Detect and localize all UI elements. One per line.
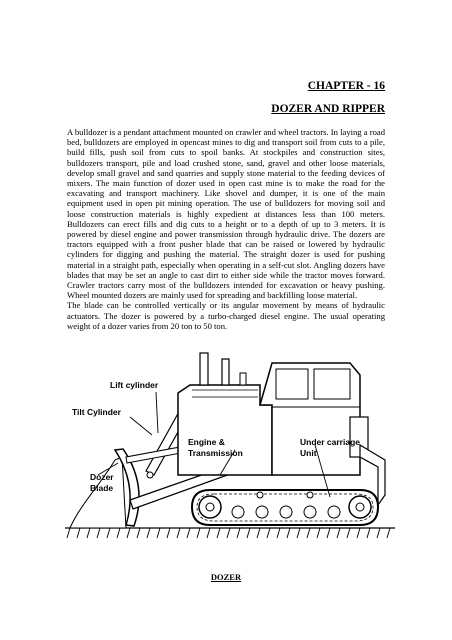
label-tilt-cylinder: Tilt Cylinder <box>72 407 121 417</box>
cab-window-rear <box>314 369 350 399</box>
body-text <box>67 127 385 331</box>
crawler-track <box>192 490 378 525</box>
paragraph-1: A bulldozer is a pendant attachment mounted on crawler and wheel tractors. In laying a road bed, bulldozers are employed in opencast mines to dig and transport soil from cuts to a pile, build fills, push soil from cuts to spoil banks. At stockpiles and construction sites, bulldozers transport, pile and load crushed stone, sand, gravel and other loose materials, develop small gravel and sand quarries and supply stone material to the feeding devices of mixers. The main function of dozer used in open cast mine is to make the road for the excavating and transport machinery. Like shovel and dumper, it is one of the main equipment used in open pit mining operation. The use of bulldozers for moving soil and loose construction materials is highly expedient at distances less than 100 meters. Bulldozers can erect fills and dig cuts to a height or to a depth of up to 3 meters. It is powered by diesel engine and power transmission through hydraulic drive. The dozers are tractors equipped with a front pusher blade that can be raised or lowered by hydraulic cylinders for digging and pushing the material. The straight dozer is used for pushing material in a straight path, especially when operating in a self-cut slot. Angling dozers have blades that may be set an angle to cast dirt to either side while the tractor moves forward. Crawler tractors carry most of the bulldozers intended for excavation or heavy pushing. Wheel mounted dozers are mainly used for spreading and backfilling loose material. <box>67 127 385 301</box>
label-undercarriage: Under carriage <box>300 437 360 447</box>
page-title: DOZER AND RIPPER <box>271 103 385 115</box>
label-engine: Engine & <box>188 437 225 447</box>
engine-hood <box>178 385 272 475</box>
chapter-heading: CHAPTER - 16 <box>307 80 385 92</box>
exhaust-stack <box>200 353 208 385</box>
figure-caption: DOZER <box>210 572 242 582</box>
dozer-diagram <box>60 345 400 565</box>
label-unit: Unit <box>300 448 317 458</box>
label-lift-cylinder: Lift cylinder <box>110 380 159 390</box>
label-transmission: Transmission <box>188 448 243 458</box>
ground-hatching <box>67 528 390 538</box>
exhaust-stack-2 <box>222 359 229 385</box>
paragraph-2: The blade can be controlled vertically or its angular movement by means of hydraulic actuators. The dozer is powered by a turbo-charged diesel engine. The usual operating weight of a dozer varies from 20 ton to 50 ton. <box>67 300 385 331</box>
label-blade: Blade <box>90 483 114 493</box>
label-dozer: Dozer <box>90 472 114 482</box>
cab-window-front <box>276 369 308 399</box>
